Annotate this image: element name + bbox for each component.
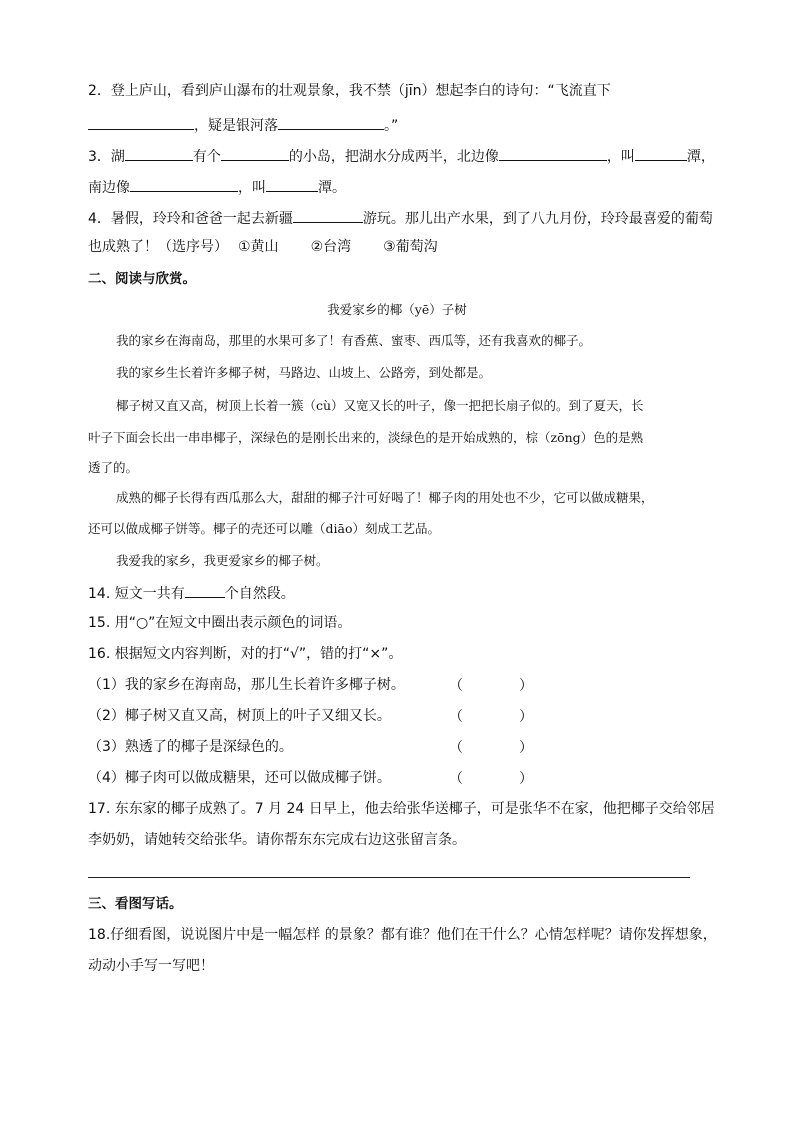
q3-text: 有个 (192, 149, 221, 165)
answer-paren[interactable]: （ ） (449, 771, 533, 787)
answer-blank[interactable] (499, 145, 607, 161)
q3-line2 (88, 176, 346, 198)
q3-line1 (88, 145, 715, 167)
q3-text: 南边像 (88, 180, 130, 196)
q16-stem: 16. 根据短文内容判断，对的打“√”，错的打“×”。 (88, 646, 403, 662)
q4-text: 4．暑假，玲玲和爸爸一起去新疆 (88, 211, 293, 227)
q3-text: 潭， (686, 149, 715, 165)
passage-paragraph: 我的家乡在海南岛，那里的水果可多了！有香蕉、蜜枣、西瓜等，还有我喜欢的椰子。 (116, 333, 592, 348)
q16-item: （2）椰子树又直又高，树顶上的叶子又细又长。 (88, 708, 391, 724)
passage-paragraph: 我爱我的家乡，我更爱家乡的椰子树。 (116, 553, 329, 568)
q17-line2: 李奶奶，请她转交给张华。请你帮东东完成右边这张留言条。 (88, 832, 466, 848)
q17-line1: 17. 东东家的椰子成熟了。7 月 24 日早上，他去给张华送椰子，可是张华不在家，他把椰子交给邻居 (88, 801, 715, 817)
q14-text: 个自然段。 (224, 586, 295, 602)
passage-paragraph-cont: 还可以做成椰子饼等。椰子的壳还可以雕（diāo）刻成工艺品。 (88, 521, 440, 536)
q18-line1: 18.仔细看图，说说图片中是一幅怎样 的景象？都有谁？他们在干什么？心情怎样呢？请你发挥想象， (88, 927, 717, 943)
answer-blank[interactable] (221, 145, 289, 161)
q3-text: ，叫 (238, 180, 266, 196)
q3-text: ，叫 (606, 149, 635, 165)
q4-text: 游玩。那儿出产水果，到了八九月份，玲玲最喜爱的葡萄 (362, 211, 713, 227)
q15: 15. 用“○”在短文中圈出表示颜色的词语。 (88, 615, 352, 631)
answer-blank[interactable] (185, 582, 225, 598)
q14-text: 14. 短文一共有 (88, 586, 185, 602)
q4-text: 也成熟了！（选序号） (88, 239, 228, 255)
separator-line (88, 877, 690, 878)
q14 (88, 582, 295, 604)
q3-text: 潭。 (318, 180, 346, 196)
passage-paragraph-cont: 叶子下面会长出一串串椰子，深绿色的是刚长出来的，淡绿色的是开始成熟的，棕（zōng）色的是熟 (88, 430, 644, 445)
q2-line1: 2．登上庐山，看到庐山瀑布的壮观景象，我不禁（jīn）想起李白的诗句：“飞流直下 (88, 83, 611, 99)
q4-line1 (88, 207, 713, 229)
q16-item: （1）我的家乡在海南岛，那儿生长着许多椰子树。 (88, 677, 405, 693)
answer-paren[interactable]: （ ） (449, 678, 533, 694)
answer-blank[interactable] (293, 207, 363, 223)
answer-paren[interactable]: （ ） (449, 740, 533, 756)
q4-option: ②台湾 (310, 239, 352, 255)
q4-line2 (88, 237, 438, 257)
q3-text: 的小岛，把湖水分成两半，北边像 (288, 149, 499, 165)
section-heading: 三、看图写话。 (88, 896, 183, 912)
answer-blank[interactable] (266, 176, 318, 192)
passage-title: 我爱家乡的椰（yē）子树 (327, 302, 467, 317)
q2-line2-mid: ，疑是银河落 (194, 118, 278, 134)
answer-blank[interactable] (635, 145, 687, 161)
answer-blank[interactable] (88, 114, 194, 130)
answer-blank[interactable] (130, 176, 238, 192)
q2-line2 (88, 114, 398, 136)
answer-blank[interactable] (278, 114, 384, 130)
q4-option: ①黄山 (238, 239, 279, 255)
passage-paragraph: 我的家乡生长着许多椰子树，马路边、山坡上、公路旁，到处都是。 (116, 365, 492, 380)
q2-line2-end: 。” (384, 118, 399, 134)
passage-paragraph: 成熟的椰子长得有西瓜那么大，甜甜的椰子汁可好喝了！椰子肉的用处也不少，它可以做成糖果， (116, 490, 654, 505)
q3-text: 3．湖 (88, 149, 125, 165)
section-heading: 二、阅读与欣赏。 (88, 271, 196, 287)
q18-line2: 动动小手写一写吧！ (88, 958, 214, 974)
answer-paren[interactable]: （ ） (449, 709, 533, 725)
q4-option: ③葡萄沟 (383, 239, 438, 255)
q16-item: （3）熟透了的椰子是深绿色的。 (88, 739, 293, 755)
passage-paragraph-cont: 透了的。 (88, 460, 139, 475)
passage-paragraph: 椰子树又直又高，树顶上长着一簇（cù）又宽又长的叶子，像一把把长扇子似的。到了夏天，长 (116, 398, 644, 413)
answer-blank[interactable] (125, 145, 193, 161)
q16-item: （4）椰子肉可以做成糖果，还可以做成椰子饼。 (88, 770, 391, 786)
